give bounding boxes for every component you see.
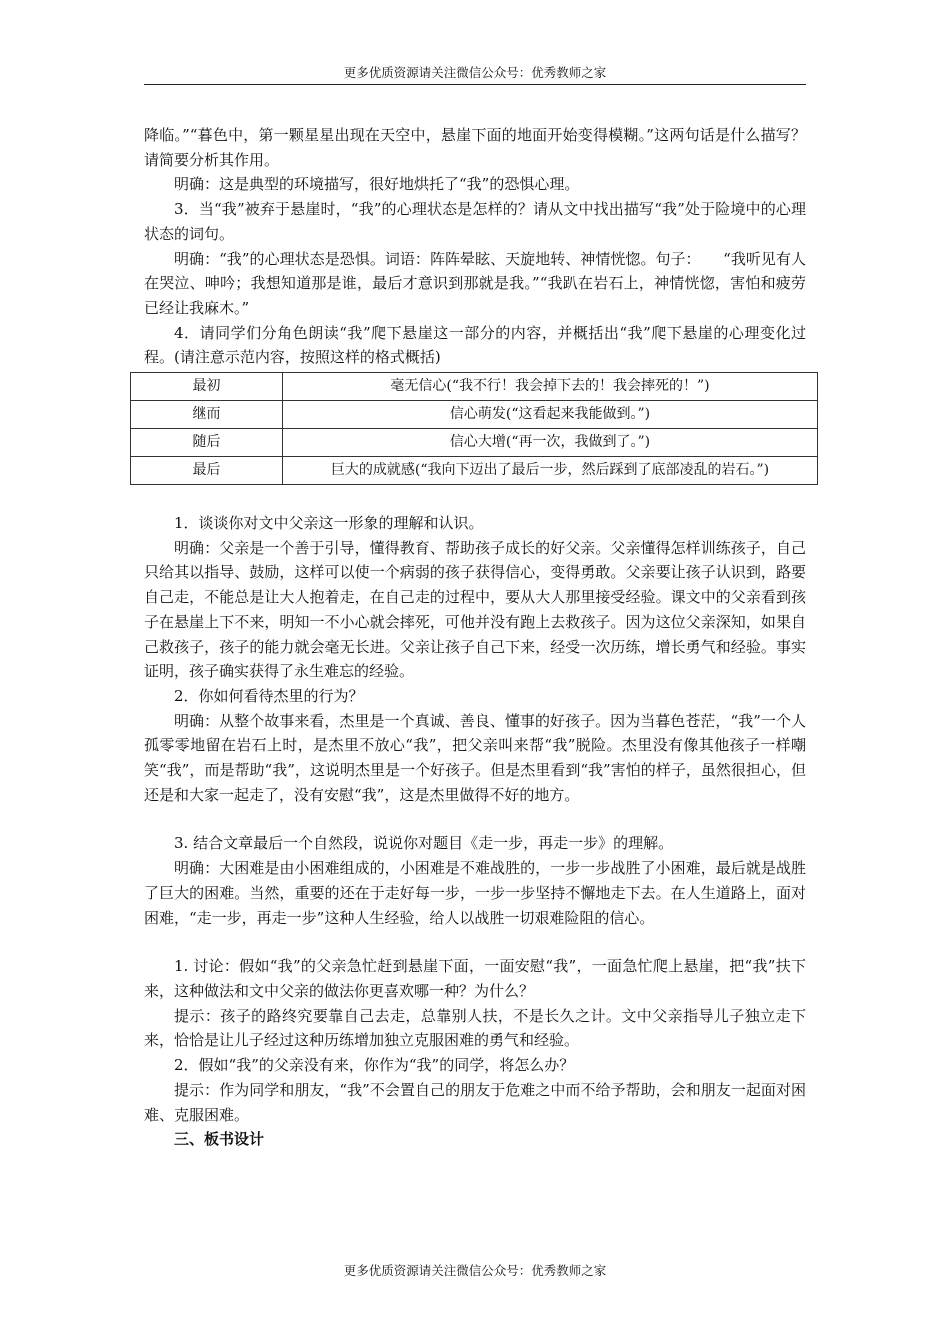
paragraph: 3．当“我”被弃于悬崖时，“我”的心理状态是怎样的？请从文中找出描写“我”处于险境中的心理状态的词句。 [144, 200, 806, 243]
question: 2．你如何看待杰里的行为？ [174, 686, 364, 705]
table-desc: 毫无信心(“我不行！我会掉下去的！我会摔死的！”) [283, 373, 818, 401]
table-row [131, 457, 818, 485]
page-footer: 更多优质资源请关注微信公众号：优秀教师之家 [343, 1263, 607, 1278]
section-heading: 三、板书设计 [174, 1130, 265, 1149]
paragraph: 降临。”“暮色中，第一颗星星出现在天空中，悬崖下面的地面开始变得模糊。”这两句话是什么描写？请简要分析其作用。 [144, 126, 806, 169]
table-row [131, 373, 818, 401]
spacer [144, 807, 806, 831]
answer: 明确：大困难是由小困难组成的，小困难是不难战胜的，一步一步战胜了小困难，最后就是战胜了巨大的困难。当然，重要的还在于走好每一步，一步一步坚持不懈地走下去。在人生道路上，面对困难，“走一步，再走一步”这种人生经验，给人以战胜一切艰难险阻的信心。 [144, 859, 806, 927]
table-stage: 随后 [131, 429, 283, 457]
table-row [131, 401, 818, 429]
paragraph: 4．请同学们分角色朗读“我”爬下悬崖这一部分的内容，并概括出“我”爬下悬崖的心理变化过程。(请注意示范内容，按照这样的格式概括) [144, 323, 806, 367]
table-stage: 继而 [131, 401, 283, 429]
table-desc: 信心萌发(“这看起来我能做到。”) [283, 401, 818, 429]
spacer [144, 930, 806, 954]
header-rule [144, 84, 806, 85]
question: 3. 结合文章最后一个自然段，说说你对题目《走一步，再走一步》的理解。 [174, 834, 674, 853]
discussion: 2．假如“我”的父亲没有来，你作为“我”的同学，将怎么办？ [174, 1056, 575, 1075]
paragraph: 明确：“我”的心理状态是恐惧。词语：阵阵晕眩、天旋地转、神情恍惚。句子： “我听见有人在哭泣、呻吟；我想知道那是谁，最后才意识到那就是我。”“我趴在岩石上，神情恍惚，害怕和疲劳已经让我麻木。” [144, 249, 806, 317]
table-stage: 最后 [131, 457, 283, 485]
question: 1．谈谈你对文中父亲这一形象的理解和认识。 [174, 514, 484, 533]
answer: 明确：父亲是一个善于引导，懂得教育、帮助孩子成长的好父亲。父亲懂得怎样训练孩子，自己只给其以指导、鼓励，这样可以使一个病弱的孩子获得信心，变得勇敢。父亲要让孩子认识到，路要自己走，不能总是让大人抱着走，在自己走的过程中，要从大人那里接受经验。课文中的父亲看到孩子在悬崖上下不来，明知一不小心就会摔死，可他并没有跑上去救孩子。因为这位父亲深知，如果自己救孩子，孩子的能力就会毫无长进。父亲让孩子自己下来，经受一次历练，增长勇气和经验。事实证明，孩子确实获得了永生难忘的经验。 [144, 538, 806, 681]
hint: 提示：孩子的路终究要靠自己去走，总靠别人扶，不是长久之计。文中父亲指导儿子独立走下来，恰恰是让儿子经过这种历练增加独立克服困难的勇气和经验。 [144, 1006, 806, 1050]
table-stage: 最初 [131, 373, 283, 401]
page-header: 更多优质资源请关注微信公众号：优秀教师之家 [343, 65, 607, 80]
table-row [131, 429, 818, 457]
paragraph: 明确：这是典型的环境描写，很好地烘托了“我”的恐惧心理。 [174, 175, 580, 194]
discussion: 1. 讨论：假如“我”的父亲急忙赶到悬崖下面，一面安慰“我”，一面急忙爬上悬崖，把“我”扶下来，这种做法和文中父亲的做法你更喜欢哪一种？为什么？ [144, 957, 806, 1000]
answer: 明确：从整个故事来看，杰里是一个真诚、善良、懂事的好孩子。因为当暮色苍茫，“我”一个人孤零零地留在岩石上时，是杰里不放心“我”，把父亲叫来帮“我”脱险。杰里没有像其他孩子一样嘲笑“我”，而是帮助“我”，这说明杰里是一个好孩子。但是杰里看到“我”害怕的样子，虽然很担心，但还是和大家一起走了，没有安慰“我”，这是杰里做得不好的地方。 [144, 711, 806, 804]
page-content [144, 123, 806, 1152]
hint: 提示：作为同学和朋友，“我”不会置自己的朋友于危难之中而不给予帮助，会和朋友一起面对困难、克服困难。 [144, 1080, 806, 1124]
table-desc: 巨大的成就感(“我向下迈出了最后一步，然后踩到了底部凌乱的岩石。”) [283, 457, 818, 485]
table-desc: 信心大增(“再一次，我做到了。”) [283, 429, 818, 457]
psychology-table [130, 372, 818, 485]
